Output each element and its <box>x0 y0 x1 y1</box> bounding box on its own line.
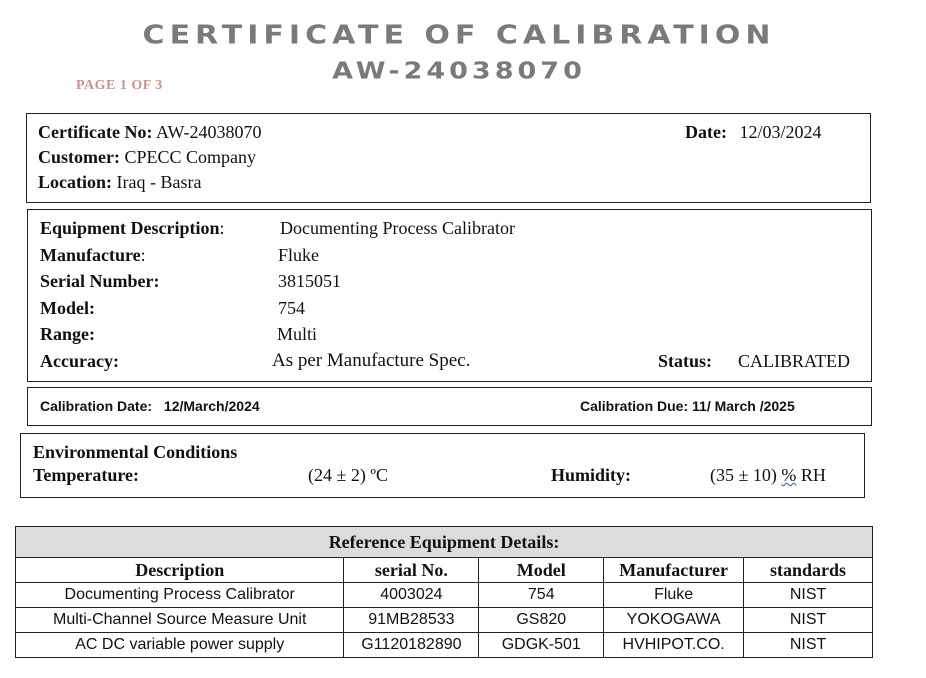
calibration-dates-box <box>27 387 872 426</box>
reference-equipment-table <box>15 526 873 658</box>
location-value: Iraq - Basra <box>116 172 202 192</box>
customer-row <box>38 147 256 168</box>
certificate-no-label: Certificate No: <box>38 122 153 142</box>
serial-number-label: Serial Number: <box>40 271 160 291</box>
equipment-info-box <box>27 209 872 382</box>
humidity-label: Humidity: <box>551 465 632 485</box>
calibration-date-row <box>40 398 260 414</box>
table-row <box>16 583 873 608</box>
certificate-number-title: AW-24038070 <box>332 58 586 85</box>
calibration-due-row <box>580 398 795 414</box>
reference-table-caption: Reference Equipment Details: <box>16 527 873 558</box>
table-cell: AC DC variable power supply <box>16 633 344 658</box>
reference-table-header <box>16 558 873 583</box>
table-cell: NIST <box>744 633 873 658</box>
equipment-description-value: Documenting Process Calibrator <box>280 218 515 238</box>
column-header: standards <box>744 558 873 583</box>
accuracy-value: As per Manufacture Spec. <box>272 350 471 371</box>
model-value: 754 <box>278 298 305 318</box>
table-cell: 4003024 <box>344 583 479 608</box>
certificate-title: CERTIFICATE OF CALIBRATION <box>142 20 776 51</box>
table-cell: YOKOGAWA <box>604 608 744 633</box>
environment-box <box>20 433 865 498</box>
customer-info-box <box>26 113 871 203</box>
certificate-no-row <box>38 122 262 143</box>
equipment-description-label: Equipment Description: <box>40 218 225 238</box>
calibration-date-label: Calibration Date: <box>40 398 153 414</box>
customer-value: CPECC Company <box>124 147 257 167</box>
certificate-no-value: AW-24038070 <box>155 122 262 142</box>
model-label: Model: <box>40 298 95 318</box>
column-header: serial No. <box>344 558 479 583</box>
range-label: Range: <box>40 324 95 344</box>
humidity-percent: % <box>781 465 797 485</box>
manufacture-value: Fluke <box>278 245 320 265</box>
column-header: Description <box>16 558 344 583</box>
customer-label: Customer: <box>38 147 120 167</box>
table-cell: NIST <box>744 583 873 608</box>
date-label: Date: <box>685 122 727 142</box>
serial-number-value: 3815051 <box>278 271 341 291</box>
column-header: Model <box>479 558 604 583</box>
temperature-label: Temperature: <box>33 465 139 485</box>
column-header: Manufacturer <box>604 558 744 583</box>
calibration-due-value: 11/ March /2025 <box>692 398 795 414</box>
date-row <box>685 122 822 143</box>
page-indicator: PAGE 1 OF 3 <box>76 78 163 93</box>
table-cell: GDGK-501 <box>479 633 604 658</box>
environment-heading: Environmental Conditions <box>33 442 238 462</box>
calibration-due-label: Calibration Due: <box>580 398 689 414</box>
table-cell: 91MB28533 <box>344 608 479 633</box>
range-value: Multi <box>277 324 318 344</box>
table-cell: G1120182890 <box>344 633 479 658</box>
status-value: CALIBRATED <box>738 351 850 371</box>
humidity-value: (35 ± 10) % RH <box>710 465 826 485</box>
location-row <box>38 172 201 193</box>
table-row <box>16 633 873 658</box>
temperature-value: (24 ± 2) ºC <box>308 465 388 485</box>
date-value: 12/03/2024 <box>739 122 822 142</box>
table-cell: Documenting Process Calibrator <box>16 583 344 608</box>
table-cell: NIST <box>744 608 873 633</box>
calibration-date-value: 12/March/2024 <box>163 398 260 414</box>
table-cell: Fluke <box>604 583 744 608</box>
table-cell: GS820 <box>479 608 604 633</box>
manufacture-label: Manufacture: <box>40 245 146 265</box>
table-row <box>16 608 873 633</box>
location-label: Location: <box>38 172 112 192</box>
accuracy-label: Accuracy: <box>40 351 119 371</box>
table-cell: HVHIPOT.CO. <box>604 633 744 658</box>
table-cell: 754 <box>479 583 604 608</box>
status-label: Status: <box>658 351 713 371</box>
table-cell: Multi-Channel Source Measure Unit <box>16 608 344 633</box>
